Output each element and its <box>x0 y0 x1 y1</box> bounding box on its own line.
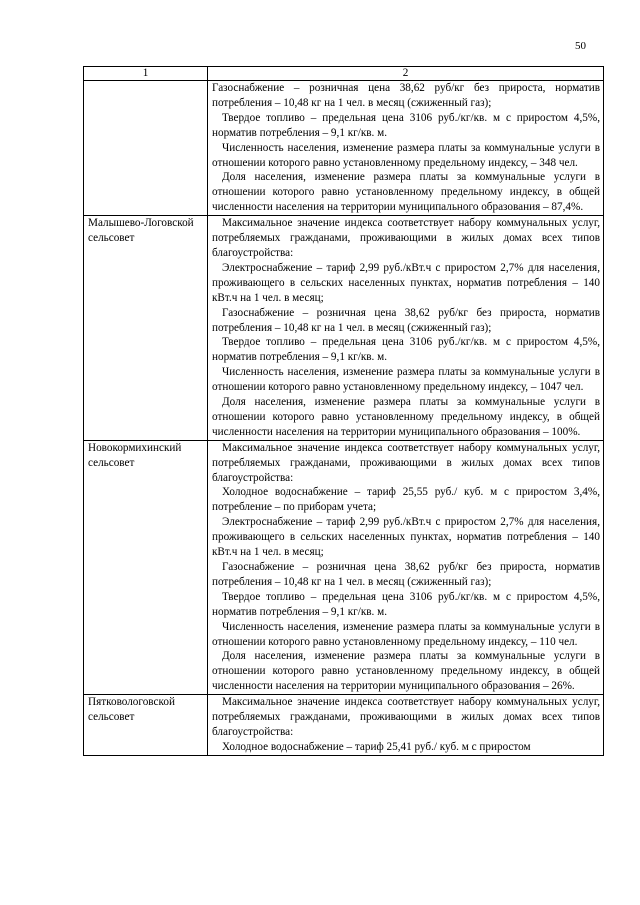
description-paragraph: Электроснабжение – тариф 2,99 руб./кВт.ч с приростом 2,7% для населения, проживающего в сельских населенных пунктах, норматив потребления – 140 кВт.ч на 1 чел. в месяц; <box>212 516 600 559</box>
table-row <box>84 81 604 216</box>
description-paragraph: Доля населения, изменение размера платы за коммунальные услуги в отношении которого равно установленному предельному индексу, в общей численности населения на территории муниципального образования – 26%. <box>212 650 600 693</box>
description-paragraph: Твердое топливо – предельная цена 3106 руб./кг/кв. м с приростом 4,5%, норматив потребления – 9,1 кг/кв. м. <box>212 590 600 618</box>
description-cell <box>208 216 604 441</box>
description-paragraph: Твердое топливо – предельная цена 3106 руб./кг/кв. м с приростом 4,5%, норматив потребления – 9,1 кг/кв. м. <box>212 111 600 139</box>
description-paragraph: Холодное водоснабжение – тариф 25,55 руб./ куб. м с приростом 3,4%, потребление – по приборам учета; <box>212 486 600 514</box>
description-paragraph: Доля населения, изменение размера платы за коммунальные услуги в отношении которого равно установленному предельному индексу, в общей численности населения на территории муниципального образования – 100%. <box>212 396 600 438</box>
municipality-name-cell: Новокормихинский сельсовет <box>84 440 208 694</box>
column-header-2: 2 <box>208 67 604 81</box>
description-paragraph: Численность населения, изменение размера платы за коммунальные услуги в отношении которого равно установленному предельному индексу, – 110 чел. <box>212 620 600 648</box>
table-header-row <box>84 67 604 81</box>
description-paragraph: Газоснабжение – розничная цена 38,62 руб/кг без прироста, норматив потребления – 10,48 кг на 1 чел. в месяц (сжиженный газ); <box>212 561 600 588</box>
description-cell <box>208 695 604 756</box>
description-paragraph: Доля населения, изменение размера платы за коммунальные услуги в отношении которого равно установленному предельному индексу, в общей численности населения на территории муниципального образования – 87,4%. <box>212 171 600 214</box>
table-row <box>84 695 604 756</box>
description-paragraph: Твердое топливо – предельная цена 3106 руб./кг/кв. м с приростом 4,5%, норматив потребления – 9,1 кг/кв. м. <box>212 336 600 364</box>
description-paragraph: Численность населения, изменение размера платы за коммунальные услуги в отношении которого равно установленному предельному индексу, – 348 чел. <box>212 141 600 169</box>
municipality-name-cell <box>84 81 208 216</box>
description-paragraph: Максимальное значение индекса соответствует набору коммунальных услуг, потребляемых гражданами, проживающими в жилых домах всех типов благоустройства: <box>212 217 600 259</box>
column-header-1: 1 <box>84 67 208 81</box>
description-cell <box>208 81 604 216</box>
page-number: 50 <box>575 40 586 52</box>
description-paragraph: Газоснабжение – розничная цена 38,62 руб/кг без прироста, норматив потребления – 10,48 кг на 1 чел. в месяц (сжиженный газ); <box>212 82 600 109</box>
description-cell <box>208 440 604 694</box>
municipality-name-cell: Пятковологовской сельсовет <box>84 695 208 756</box>
tariff-table <box>83 66 604 756</box>
description-paragraph: Холодное водоснабжение – тариф 25,41 руб./ куб. м с приростом <box>222 740 531 753</box>
municipality-name-cell: Малышево-Логовской сельсовет <box>84 216 208 441</box>
description-paragraph: Численность населения, изменение размера платы за коммунальные услуги в отношении которого равно установленному предельному индексу, – 1047 чел. <box>212 366 600 394</box>
description-paragraph: Электроснабжение – тариф 2,99 руб./кВт.ч с приростом 2,7% для населения, проживающего в сельских населенных пунктах, норматив потребления – 140 кВт.ч на 1 чел. в месяц; <box>212 261 600 304</box>
description-paragraph: Газоснабжение – розничная цена 38,62 руб/кг без прироста, норматив потребления – 10,48 кг на 1 чел. в месяц (сжиженный газ); <box>212 306 600 334</box>
description-paragraph: Максимальное значение индекса соответствует набору коммунальных услуг, потребляемых гражданами, проживающими в жилых домах всех типов благоустройства: <box>212 441 600 484</box>
description-paragraph: Максимальное значение индекса соответствует набору коммунальных услуг, потребляемых гражданами, проживающими в жилых домах всех типов благоустройства: <box>212 696 600 738</box>
table-row <box>84 216 604 441</box>
table-row <box>84 440 604 694</box>
